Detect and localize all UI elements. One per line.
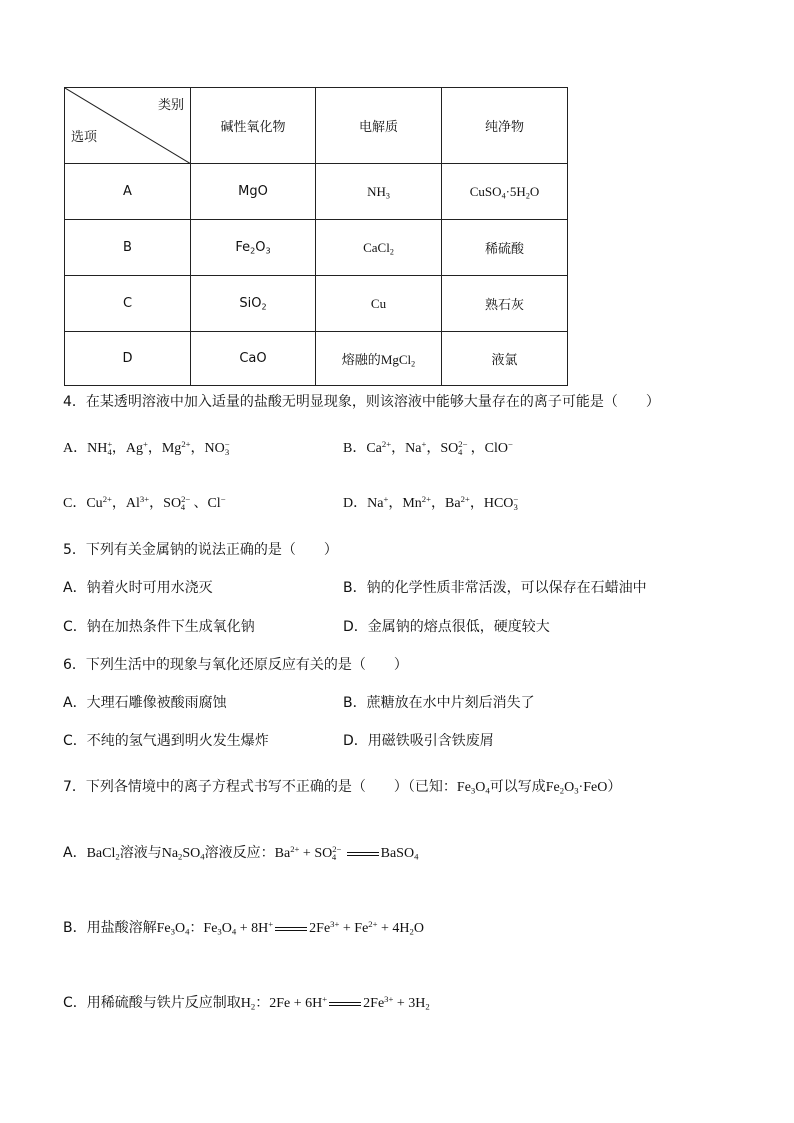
- row-label: C: [65, 276, 191, 332]
- row-label: D: [65, 332, 191, 386]
- row-label: B: [65, 220, 191, 276]
- table-corner-cell: [65, 88, 191, 164]
- cell-pure-substance: 液氯: [442, 332, 568, 386]
- cell-basic-oxide: CaO: [191, 332, 316, 386]
- q7-option-a[interactable]: A．BaCl$_2$溶液与$Na_2SO_4$溶液反应：$Ba^{2+} + SO^{2-}_4$ BaSO$_4$: [63, 844, 419, 862]
- table-row: [65, 164, 568, 220]
- q7-stem: 7．下列各情境中的离子方程式书写不正确的是（ ）（已知：$Fe_3O_4$可以写成$Fe_2O_3\cdot FeO$）: [63, 779, 622, 796]
- q6-option-c[interactable]: C．不纯的氢气遇到明火发生爆炸: [63, 733, 269, 749]
- header-electrolyte: 电解质: [316, 88, 442, 164]
- table-row: [65, 220, 568, 276]
- q4-option-c[interactable]: C．$Cu^{2+}$，$Al^{3+}$，$SO^{2-}_4$ 、Cl−: [63, 494, 226, 512]
- q4-stem: 4．在某透明溶液中加入适量的盐酸无明显现象，则该溶液中能够大量存在的离子可能是（ ）: [63, 394, 660, 410]
- cell-electrolyte: $NH_3$: [316, 164, 442, 220]
- cell-pure-substance: $CuSO_4\cdot 5H_2O$: [442, 164, 568, 220]
- q5-option-d[interactable]: D．金属钠的熔点很低，硬度较大: [343, 619, 550, 635]
- table-header-row: [65, 88, 568, 164]
- cell-basic-oxide: MgO: [191, 164, 316, 220]
- cell-pure-substance: 熟石灰: [442, 276, 568, 332]
- q6-option-a[interactable]: A．大理石雕像被酸雨腐蚀: [63, 695, 227, 711]
- classification-table: [64, 87, 568, 386]
- q6-stem: 6．下列生活中的现象与氧化还原反应有关的是（ ）: [63, 657, 408, 673]
- corner-label-category: 类别: [157, 98, 184, 113]
- q6-option-d[interactable]: D．用磁铁吸引含铁废屑: [343, 733, 494, 749]
- table-row: [65, 332, 568, 386]
- q5-stem: 5．下列有关金属钠的说法正确的是（ ）: [63, 542, 338, 558]
- cell-electrolyte: Cu: [316, 276, 442, 332]
- q4-option-d[interactable]: D．Na+，$Mn^{2+}$，$Ba^{2+}$，$HCO^-_3$: [343, 494, 519, 512]
- cell-basic-oxide: $Fe_2O_3$: [191, 220, 316, 276]
- q4-option-b[interactable]: B．$Ca^{2+}$，Na+，$SO^{2-}_4$ ，ClO−: [343, 439, 513, 457]
- row-label: A: [65, 164, 191, 220]
- cell-electrolyte: CaCl$_2$: [316, 220, 442, 276]
- table-row: [65, 276, 568, 332]
- q4-option-a[interactable]: A．$NH^+_4$，Ag+，$Mg^{2+}$，$NO^-_3$: [63, 439, 230, 457]
- q5-option-c[interactable]: C．钠在加热条件下生成氧化钠: [63, 619, 255, 635]
- header-basic-oxide: 碱性氧化物: [191, 88, 316, 164]
- cell-electrolyte: 熔融的MgCl$_2$: [316, 332, 442, 386]
- corner-label-option: 选项: [71, 130, 98, 145]
- q6-option-b[interactable]: B．蔗糖放在水中片刻后消失了: [343, 695, 535, 711]
- cell-basic-oxide: SiO$_2$: [191, 276, 316, 332]
- header-pure-substance: 纯净物: [442, 88, 568, 164]
- q5-option-a[interactable]: A．钠着火时可用水浇灭: [63, 580, 213, 596]
- q7-option-b[interactable]: B．用盐酸溶解$Fe_3O_4$：$Fe_3O_4 + 8H^+$ $2Fe^{3+} + Fe^{2+} + 4H_2O$: [63, 919, 425, 937]
- cell-pure-substance: 稀硫酸: [442, 220, 568, 276]
- q7-option-c[interactable]: C．用稀硫酸与铁片反应制取$H_2$：2Fe + 6H+ $2Fe^{3+} + 3H_2$: [63, 994, 430, 1012]
- q5-option-b[interactable]: B．钠的化学性质非常活泼，可以保存在石蜡油中: [343, 580, 647, 596]
